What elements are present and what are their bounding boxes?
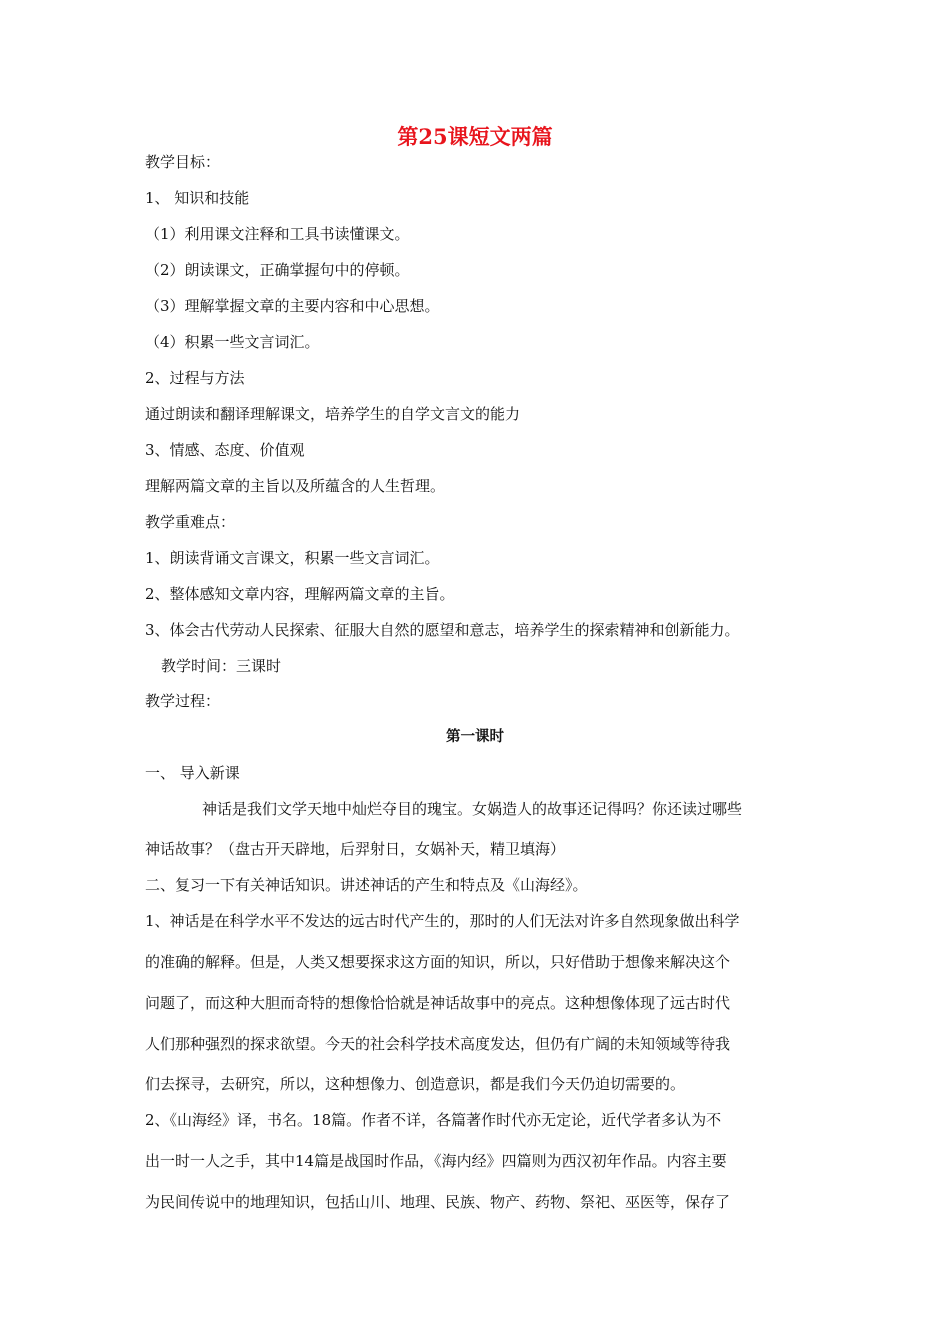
objective-3-heading: 3、情感、态度、价值观 bbox=[145, 441, 305, 459]
objective-1-item: （1）利用课文注释和工具书读懂课文。 bbox=[145, 225, 410, 243]
objective-1-item: （2）朗读课文，正确掌握句中的停顿。 bbox=[145, 261, 410, 279]
paragraph-1-line: 的准确的解释。但是，人类又想要探求这方面的知识，所以，只好借助于想像来解决这个 bbox=[145, 953, 731, 971]
paragraph-1-line: 人们那种强烈的探求欲望。今天的社会科学技术高度发达，但仍有广阔的未知领域等待我 bbox=[145, 1035, 731, 1053]
teaching-time: 教学时间：三课时 bbox=[161, 657, 282, 675]
document-title: 第25课短文两篇 bbox=[397, 124, 553, 149]
objective-3-text: 理解两篇文章的主旨以及所蕴含的人生哲理。 bbox=[145, 477, 446, 495]
section-1-line: 神话是我们文学天地中灿烂夺目的瑰宝。女娲造人的故事还记得吗？你还读过哪些 bbox=[202, 800, 743, 818]
key-points-heading: 教学重难点： bbox=[145, 513, 236, 531]
key-point-item: 2、整体感知文章内容，理解两篇文章的主旨。 bbox=[145, 585, 455, 603]
paragraph-2-line: 2、《山海经》译，书名。18篇。作者不详，各篇著作时代亦无定论，近代学者多认为不 bbox=[145, 1111, 722, 1129]
objective-2-text: 通过朗读和翻译理解课文，培养学生的自学文言文的能力 bbox=[145, 405, 521, 423]
section-2-heading: 二、复习一下有关神话知识。讲述神话的产生和特点及《山海经》。 bbox=[145, 876, 588, 894]
paragraph-2-line: 为民间传说中的地理知识，包括山川、地理、民族、物产、药物、祭祀、巫医等，保存了 bbox=[145, 1193, 731, 1211]
paragraph-1-line: 1、神话是在科学水平不发达的远古时代产生的，那时的人们无法对许多自然现象做出科学 bbox=[145, 912, 740, 930]
paragraph-1-line: 问题了，而这种大胆而奇特的想像恰恰就是神话故事中的亮点。这种想像体现了远古时代 bbox=[145, 994, 731, 1012]
objective-1-item: （4）积累一些文言词汇。 bbox=[145, 333, 320, 351]
key-point-item: 3、体会古代劳动人民探索、征服大自然的愿望和意志，培养学生的探索精神和创新能力。 bbox=[145, 621, 740, 639]
section-1-heading: 一、 导入新课 bbox=[145, 764, 240, 782]
key-point-item: 1、朗读背诵文言课文，积累一些文言词汇。 bbox=[145, 549, 440, 567]
objective-1-heading: 1、 知识和技能 bbox=[145, 189, 250, 207]
section-1-line: 神话故事？（盘古开天辟地，后羿射日，女娲补天，精卫填海） bbox=[145, 840, 566, 858]
objective-1-item: （3）理解掌握文章的主要内容和中心思想。 bbox=[145, 297, 440, 315]
objectives-heading: 教学目标： bbox=[145, 153, 221, 171]
lesson-1-heading: 第一课时 bbox=[446, 728, 504, 745]
process-heading: 教学过程： bbox=[145, 692, 221, 710]
paragraph-1-line: 们去探寻，去研究，所以，这种想像力、创造意识，都是我们今天仍迫切需要的。 bbox=[145, 1075, 686, 1093]
paragraph-2-line: 出一时一人之手，其中14篇是战国时作品，《海内经》四篇则为西汉初年作品。内容主要 bbox=[145, 1152, 727, 1170]
objective-2-heading: 2、过程与方法 bbox=[145, 369, 245, 387]
